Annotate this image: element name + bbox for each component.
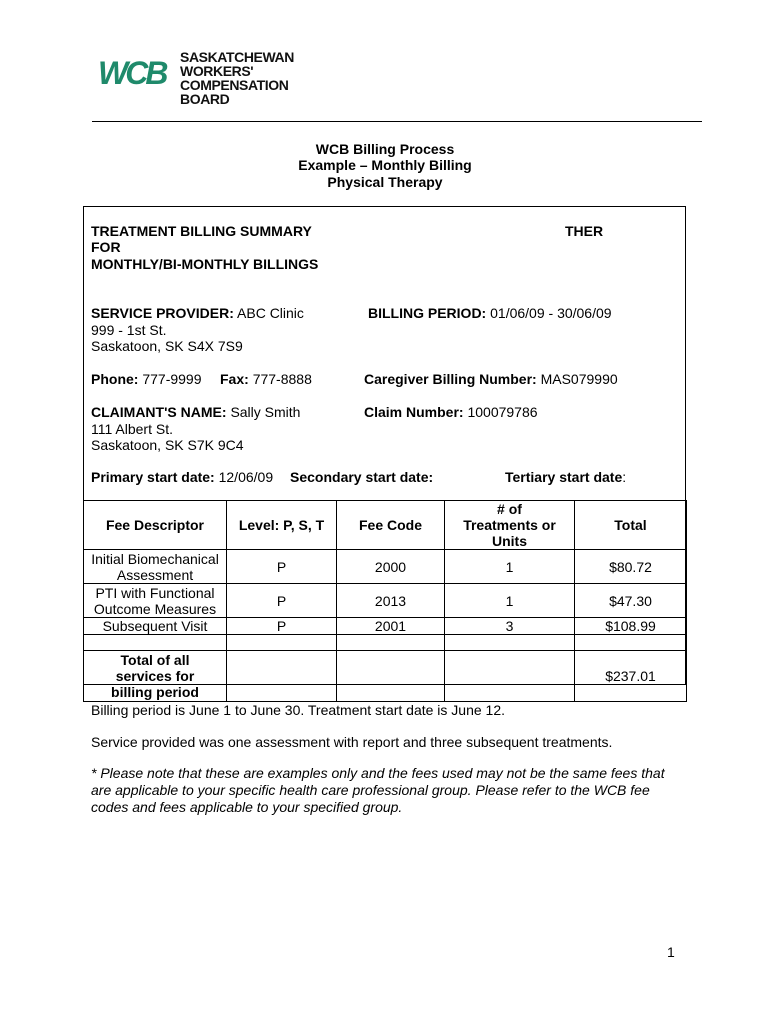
logo-line: WORKERS' (180, 63, 254, 79)
doc-title: WCB Billing Process (315, 141, 455, 157)
claim-label: Claim Number: (364, 404, 464, 420)
row-fee-code: 2001 (337, 618, 445, 635)
fax-value: 777-8888 (252, 371, 312, 387)
table-total-row (84, 651, 687, 702)
wcb-logo-mark (98, 58, 178, 88)
caregiver-label: Caregiver Billing Number: (364, 371, 537, 387)
row-level: P (227, 550, 337, 584)
row-descriptor: PTI with Functional Outcome Measures (84, 584, 227, 618)
claim-value: 100079786 (467, 404, 538, 420)
claimant-value: Sally Smith (230, 404, 301, 420)
col-treatments: # of Treatments or Units (445, 501, 575, 550)
summary-title-type: MONTHLY/BI-MONTHLY BILLINGS (91, 256, 319, 272)
service-provider (91, 305, 304, 321)
doc-discipline: Physical Therapy (327, 174, 443, 190)
col-fee-descriptor: Fee Descriptor (84, 501, 227, 550)
caregiver-billing-number (364, 371, 618, 387)
billing-period-value: 01/06/09 - 30/06/09 (490, 305, 612, 321)
logo-line: COMPENSATION (180, 77, 289, 93)
phone-label: Phone: (91, 371, 139, 387)
provider-address-1: 999 - 1st St. (91, 322, 167, 338)
header-divider (92, 121, 702, 122)
fee-disclaimer: * Please note that these are examples only and the fees used may not be the same fees that are applicable to your specific health care professional group. Please refer to the WCB fee codes and fees applicable to your specified group. (91, 765, 665, 815)
tertiary-date-colon: : (622, 469, 627, 485)
primary-date-value: 12/06/09 (218, 469, 274, 485)
wcb-logo-wordmark (180, 50, 294, 106)
therapy-code: THER (565, 223, 604, 239)
provider-phone (91, 371, 202, 387)
row-total: $80.72 (575, 550, 687, 584)
row-descriptor: Initial Biomechanical Assessment (84, 550, 227, 584)
billing-period-label: BILLING PERIOD: (368, 305, 487, 321)
caregiver-value: MAS079990 (540, 371, 618, 387)
claimant-address-2: Saskatoon, SK S7K 9C4 (91, 437, 244, 453)
row-level: P (227, 584, 337, 618)
logo-line: BOARD (180, 91, 230, 107)
service-provider-name: ABC Clinic (237, 305, 304, 321)
total-label: Total of all services for billing period (84, 651, 227, 702)
wcb-logo-text: WCB (98, 58, 166, 88)
row-fee-code: 2013 (337, 584, 445, 618)
fax-label: Fax: (220, 371, 249, 387)
row-level: P (227, 618, 337, 635)
table-header-row (84, 501, 687, 550)
table-row (84, 618, 687, 635)
provider-fax (220, 371, 312, 387)
row-total: $47.30 (575, 584, 687, 618)
col-total: Total (575, 501, 687, 550)
summary-title-for: FOR (91, 239, 121, 255)
col-fee-code: Fee Code (337, 501, 445, 550)
row-total: $108.99 (575, 618, 687, 635)
billing-period (368, 305, 612, 321)
row-units: 1 (445, 550, 575, 584)
claimant-name (91, 404, 300, 420)
doc-subtitle: Example – Monthly Billing (298, 157, 472, 173)
wcb-logo (98, 50, 298, 110)
billing-period-note: Billing period is June 1 to June 30. Treatment start date is June 12. (91, 702, 506, 718)
service-note: Service provided was one assessment with report and three subsequent treatments. (91, 734, 613, 750)
secondary-start-date-label: Secondary start date: (290, 469, 434, 485)
col-level: Level: P, S, T (227, 501, 337, 550)
table-row (84, 584, 687, 618)
claim-number (364, 404, 538, 420)
summary-title: TREATMENT BILLING SUMMARY (91, 223, 312, 239)
claimant-address-1: 111 Albert St. (91, 421, 173, 437)
primary-start-date (91, 469, 273, 485)
primary-date-label: Primary start date: (91, 469, 215, 485)
table-row (84, 550, 687, 584)
row-units: 3 (445, 618, 575, 635)
row-units: 1 (445, 584, 575, 618)
grand-total: $237.01 (575, 651, 687, 702)
tertiary-date-label: Tertiary start date (505, 469, 623, 485)
logo-line: SASKATCHEWAN (180, 49, 294, 65)
service-provider-label: SERVICE PROVIDER: (91, 305, 234, 321)
page-number: 1 (667, 944, 675, 960)
claimant-label: CLAIMANT'S NAME: (91, 404, 227, 420)
row-descriptor: Subsequent Visit (84, 618, 227, 635)
fee-table (83, 500, 687, 702)
provider-address-2: Saskatoon, SK S4X 7S9 (91, 338, 243, 354)
tertiary-start-date (505, 469, 626, 485)
phone-value: 777-9999 (142, 371, 202, 387)
row-fee-code: 2000 (337, 550, 445, 584)
table-row-empty (84, 635, 687, 651)
